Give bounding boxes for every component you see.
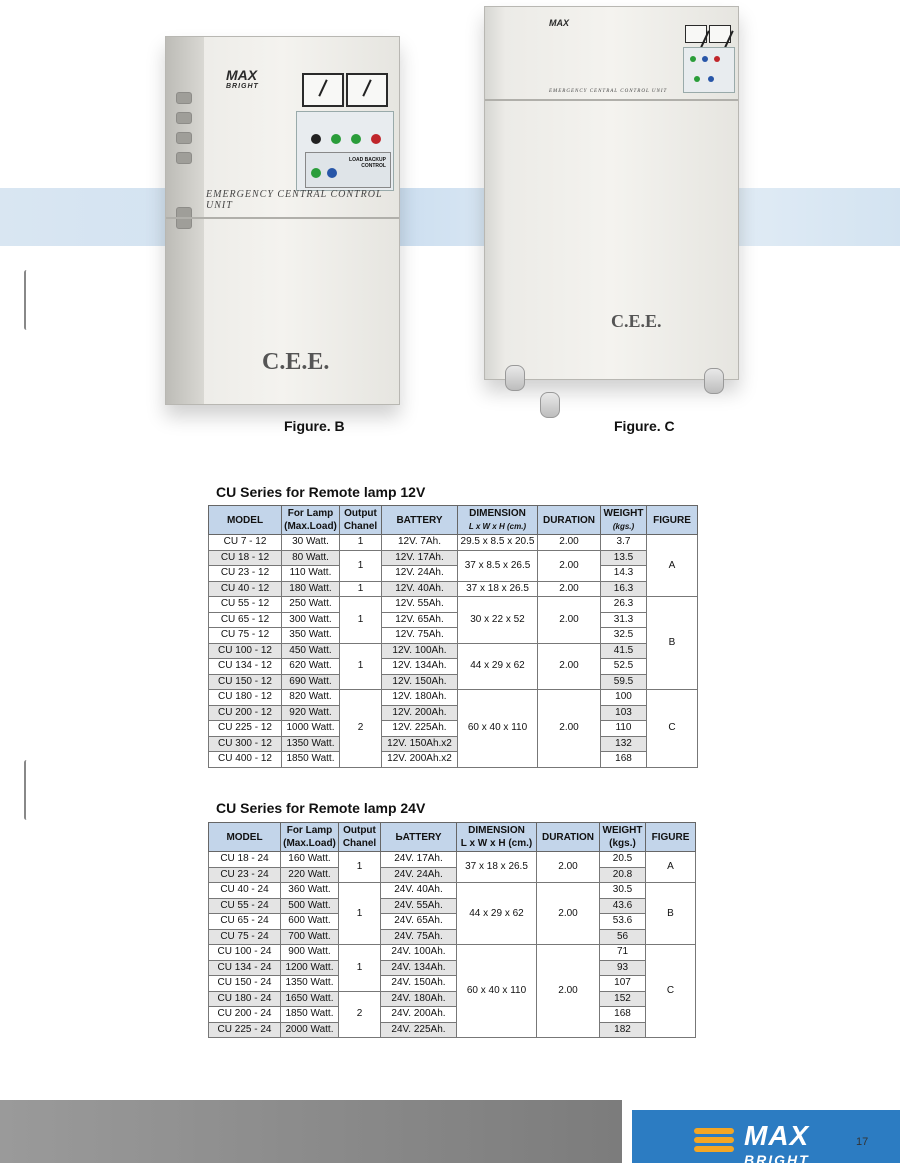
cell-battery: 12V. 75Ah. [382,628,458,644]
table-row [209,628,698,644]
caster-wheel [505,365,525,391]
cell-model: CU 7 - 12 [209,535,282,551]
cell-weight: 13.5 [601,550,647,566]
cell-battery: 12V. 7Ah. [382,535,458,551]
brand-mark-icon [694,1128,734,1158]
footer-gray-bar [0,1100,622,1163]
cell-model: CU 18 - 12 [209,550,282,566]
header-line: (Max.Load) [284,521,337,532]
cell-lamp: 350 Watt. [282,628,340,644]
cell-duration: 2.00 [538,597,601,644]
col-header-weight [601,506,647,535]
cell-battery: 24V. 134Ah. [381,960,457,976]
cell-weight: 52.5 [601,659,647,675]
cell-battery: 12V. 24Ah. [382,566,458,582]
cell-model: CU 200 - 24 [209,1007,281,1023]
cell-duration: 2.00 [537,852,600,883]
cell-lamp: 1850 Watt. [281,1007,339,1023]
cell-model: CU 55 - 24 [209,898,281,914]
switch-icon [311,134,321,144]
table-row [209,566,698,582]
cell-lamp: 2000 Watt. [281,1022,339,1038]
page-number: 17 [856,1136,869,1148]
cell-lamp: 500 Watt. [281,898,339,914]
cell-lamp: 620 Watt. [282,659,340,675]
cell-model: CU 150 - 12 [209,674,282,690]
cell-weight: 59.5 [601,674,647,690]
header-line: (kgs.) [612,522,635,531]
analog-meter [346,73,388,107]
cell-model: CU 134 - 24 [209,960,281,976]
cell-battery: 24V. 55Ah. [381,898,457,914]
cell-lamp: 700 Watt. [281,929,339,945]
cell-dimension: 30 x 22 x 52 [458,597,538,644]
cell-output-chanel: 1 [340,597,382,644]
footer-brand-sub: BRIGHT [744,1152,810,1168]
green-led-icon [690,56,696,62]
cell-lamp: 300 Watt. [282,612,340,628]
cell-weight: 32.5 [601,628,647,644]
caster-wheel [540,392,560,418]
cabinet-side-panel [166,37,204,404]
table-row [209,736,698,752]
cell-output-chanel: 1 [339,883,381,945]
figure-c-caption: Figure. C [614,418,675,434]
cell-weight: 41.5 [601,643,647,659]
cell-figure: A [646,852,696,883]
cell-weight: 31.3 [601,612,647,628]
brand-top-text: MAX [226,67,258,83]
cell-battery: 12V. 200Ah. [382,705,458,721]
col-header-output [340,506,382,535]
cell-model: CU 180 - 12 [209,690,282,706]
table-row [209,1007,696,1023]
green-led-icon [331,134,341,144]
vent-slot [176,92,192,104]
cell-weight: 14.3 [601,566,647,582]
cell-model: CU 225 - 12 [209,721,282,737]
cell-model: CU 65 - 12 [209,612,282,628]
vent-slot [176,152,192,164]
cell-figure: C [646,945,696,1038]
brand-logo: MAX [549,18,569,28]
cell-battery: 12V. 150Ah.x2 [382,736,458,752]
analog-meter [685,25,707,43]
cell-model: CU 180 - 24 [209,991,281,1007]
cell-weight: 20.8 [600,867,646,883]
footer-brand [744,1120,810,1172]
cell-model: CU 40 - 24 [209,883,281,899]
blue-led-icon [702,56,708,62]
table-row [209,867,696,883]
cell-lamp: 1850 Watt. [282,752,340,768]
cell-output-chanel: 1 [339,852,381,883]
cell-weight: 103 [601,705,647,721]
cell-lamp: 80 Watt. [282,550,340,566]
cabinet-figure-c [484,6,739,380]
table-row [209,674,698,690]
cell-weight: 132 [601,736,647,752]
cell-dimension: 29.5 x 8.5 x 20.5 [458,535,538,551]
control-panel [296,111,394,191]
table-row [209,581,698,597]
cell-model: CU 40 - 12 [209,581,282,597]
cell-model: CU 300 - 12 [209,736,282,752]
cell-lamp: 920 Watt. [282,705,340,721]
cell-duration: 2.00 [538,535,601,551]
control-panel [683,47,735,93]
table-row [209,612,698,628]
table-row [209,914,696,930]
table-row [209,1022,696,1038]
cell-lamp: 360 Watt. [281,883,339,899]
table-row [209,976,696,992]
header-line: For Lamp [287,508,334,519]
col-header-dimension [457,823,537,852]
cell-dimension: 37 x 8.5 x 26.5 [458,550,538,581]
cell-lamp: 450 Watt. [282,643,340,659]
analog-meter [709,25,731,43]
cell-lamp: 1200 Watt. [281,960,339,976]
table-12v-title: CU Series for Remote lamp 12V [216,484,426,500]
col-header-output [339,823,381,852]
cell-lamp: 690 Watt. [282,674,340,690]
cell-battery: 24V. 150Ah. [381,976,457,992]
col-header-dimension [458,506,538,535]
spec-table-12v [208,505,698,768]
caster-wheel [704,368,724,394]
blue-button-icon [327,168,337,178]
cell-duration: 2.00 [537,945,600,1038]
cell-weight: 16.3 [601,581,647,597]
unit-label: EMERGENCY CENTRAL CONTROL UNIT [206,189,383,211]
cell-model: CU 75 - 12 [209,628,282,644]
cell-battery: 24V. 100Ah. [381,945,457,961]
header-line: Chanel [342,838,377,849]
header-line: Output [343,825,376,836]
cell-weight: 56 [600,929,646,945]
cell-battery: 12V. 17Ah. [382,550,458,566]
table-row [209,721,698,737]
vent-slot [176,132,192,144]
cabinet-figure-b [165,36,400,405]
table-row [209,883,696,899]
cell-model: CU 18 - 24 [209,852,281,868]
cell-dimension: 37 x 18 x 26.5 [457,852,537,883]
cell-battery: 24V. 200Ah. [381,1007,457,1023]
cell-output-chanel: 1 [339,945,381,992]
col-header-weight [600,823,646,852]
cell-figure: A [647,535,698,597]
cell-figure: B [647,597,698,690]
cell-weight: 110 [601,721,647,737]
col-header-figure: FIGURE [647,506,698,535]
cell-output-chanel: 1 [340,643,382,690]
figure-b-caption: Figure. B [284,418,345,434]
cell-weight: 100 [601,690,647,706]
binding-mark [24,270,29,330]
cell-weight: 93 [600,960,646,976]
cell-weight: 20.5 [600,852,646,868]
cell-battery: 12V. 100Ah. [382,643,458,659]
cell-lamp: 1650 Watt. [281,991,339,1007]
green-led-icon [694,76,700,82]
table-header-row [209,506,698,535]
table-row [209,597,698,613]
col-header-lamp [281,823,339,852]
cell-output-chanel: 1 [340,550,382,581]
cell-lamp: 110 Watt. [282,566,340,582]
cell-battery: 12V. 200Ah.x2 [382,752,458,768]
cell-model: CU 23 - 24 [209,867,281,883]
cell-battery: 24V. 65Ah. [381,914,457,930]
table-row [209,690,698,706]
cell-battery: 24V. 17Ah. [381,852,457,868]
cell-battery: 24V. 40Ah. [381,883,457,899]
cell-lamp: 160 Watt. [281,852,339,868]
footer-brand-name: MAX [744,1120,810,1151]
cell-lamp: 250 Watt. [282,597,340,613]
table-row [209,535,698,551]
table-24v-title: CU Series for Remote lamp 24V [216,800,426,816]
cell-weight: 53.6 [600,914,646,930]
header-line: Chanel [343,521,378,532]
header-line: DIMENSION [469,508,526,519]
cell-battery: 12V. 55Ah. [382,597,458,613]
cell-model: CU 100 - 24 [209,945,281,961]
table-row [209,945,696,961]
table-row [209,991,696,1007]
cell-output-chanel: 1 [340,535,382,551]
table-row [209,929,696,945]
cell-battery: 24V. 225Ah. [381,1022,457,1038]
col-header-battery: ЬATTERY [381,823,457,852]
cell-dimension: 44 x 29 x 62 [457,883,537,945]
brand-sub-text: BRIGHT [226,83,259,90]
cell-battery: 24V. 75Ah. [381,929,457,945]
cee-label: C.E.E. [262,349,330,375]
table-row [209,659,698,675]
cell-dimension: 37 x 18 x 26.5 [458,581,538,597]
green-led-icon [351,134,361,144]
cell-model: CU 225 - 24 [209,1022,281,1038]
cee-label: C.E.E. [611,311,662,331]
cell-lamp: 30 Watt. [282,535,340,551]
cell-model: CU 200 - 12 [209,705,282,721]
cell-figure: C [647,690,698,768]
red-led-icon [371,134,381,144]
cell-duration: 2.00 [537,883,600,945]
col-header-duration: DURATION [538,506,601,535]
red-led-icon [714,56,720,62]
table-row [209,960,696,976]
cell-dimension: 60 x 40 x 110 [458,690,538,768]
cell-figure: B [646,883,696,945]
col-header-model: MODEL [209,823,281,852]
door-divider [485,99,738,101]
cell-dimension: 44 x 29 x 62 [458,643,538,690]
spec-table-24v [208,822,696,1038]
cell-weight: 107 [600,976,646,992]
table-row [209,852,696,868]
cell-duration: 2.00 [538,550,601,581]
header-line: (Max.Load) [283,838,336,849]
green-button-icon [311,168,321,178]
cell-lamp: 900 Watt. [281,945,339,961]
cell-battery: 12V. 150Ah. [382,674,458,690]
cell-lamp: 1000 Watt. [282,721,340,737]
cell-battery: 12V. 40Ah. [382,581,458,597]
cell-duration: 2.00 [538,581,601,597]
cell-lamp: 820 Watt. [282,690,340,706]
cell-weight: 30.5 [600,883,646,899]
brand-logo [226,69,259,93]
cell-weight: 71 [600,945,646,961]
unit-label: EMERGENCY CENTRAL CONTROL UNIT [549,89,668,94]
cell-battery: 24V. 24Ah. [381,867,457,883]
col-header-lamp [282,506,340,535]
cell-lamp: 1350 Watt. [282,736,340,752]
header-line: For Lamp [286,825,333,836]
table-row [209,752,698,768]
cell-battery: 12V. 180Ah. [382,690,458,706]
light-blue-band [0,188,900,246]
analog-meter [302,73,344,107]
header-line: Output [344,508,377,519]
header-line: (kgs.) [609,838,636,849]
cell-model: CU 400 - 12 [209,752,282,768]
col-header-model: MODEL [209,506,282,535]
cell-weight: 152 [600,991,646,1007]
cell-battery: 12V. 134Ah. [382,659,458,675]
cell-weight: 168 [601,752,647,768]
cell-lamp: 180 Watt. [282,581,340,597]
table-row [209,898,696,914]
col-header-battery: BATTERY [382,506,458,535]
cell-model: CU 23 - 12 [209,566,282,582]
cell-duration: 2.00 [538,643,601,690]
cell-output-chanel: 1 [340,581,382,597]
cell-battery: 12V. 225Ah. [382,721,458,737]
binding-mark [24,760,29,820]
table-row [209,705,698,721]
cell-battery: 24V. 180Ah. [381,991,457,1007]
cell-model: CU 55 - 12 [209,597,282,613]
cell-weight: 168 [600,1007,646,1023]
header-line: WEIGHT [602,825,643,836]
cell-lamp: 1350 Watt. [281,976,339,992]
cell-dimension: 60 x 40 x 110 [457,945,537,1038]
cell-output-chanel: 2 [340,690,382,768]
col-header-figure: FIGURE [646,823,696,852]
cell-lamp: 220 Watt. [281,867,339,883]
cell-weight: 3.7 [601,535,647,551]
cell-weight: 182 [600,1022,646,1038]
cell-output-chanel: 2 [339,991,381,1038]
cell-duration: 2.00 [538,690,601,768]
table-row [209,643,698,659]
cell-model: CU 65 - 24 [209,914,281,930]
blue-led-icon [708,76,714,82]
cell-model: CU 134 - 12 [209,659,282,675]
cell-model: CU 75 - 24 [209,929,281,945]
table-row [209,550,698,566]
header-line: L x W x H (cm.) [460,838,533,849]
cell-weight: 26.3 [601,597,647,613]
table-header-row [209,823,696,852]
header-line: L x W x H (cm.) [468,522,527,531]
cell-model: CU 150 - 24 [209,976,281,992]
cell-battery: 12V. 65Ah. [382,612,458,628]
cell-lamp: 600 Watt. [281,914,339,930]
cell-weight: 43.6 [600,898,646,914]
header-line: WEIGHT [603,508,644,519]
col-header-duration: DURATION [537,823,600,852]
cell-model: CU 100 - 12 [209,643,282,659]
panel-label: LOAD BACKUP [349,157,386,163]
header-line: DIMENSION [468,825,525,836]
panel-label: CONTROL [361,163,386,169]
door-divider [166,217,399,219]
vent-slot [176,112,192,124]
